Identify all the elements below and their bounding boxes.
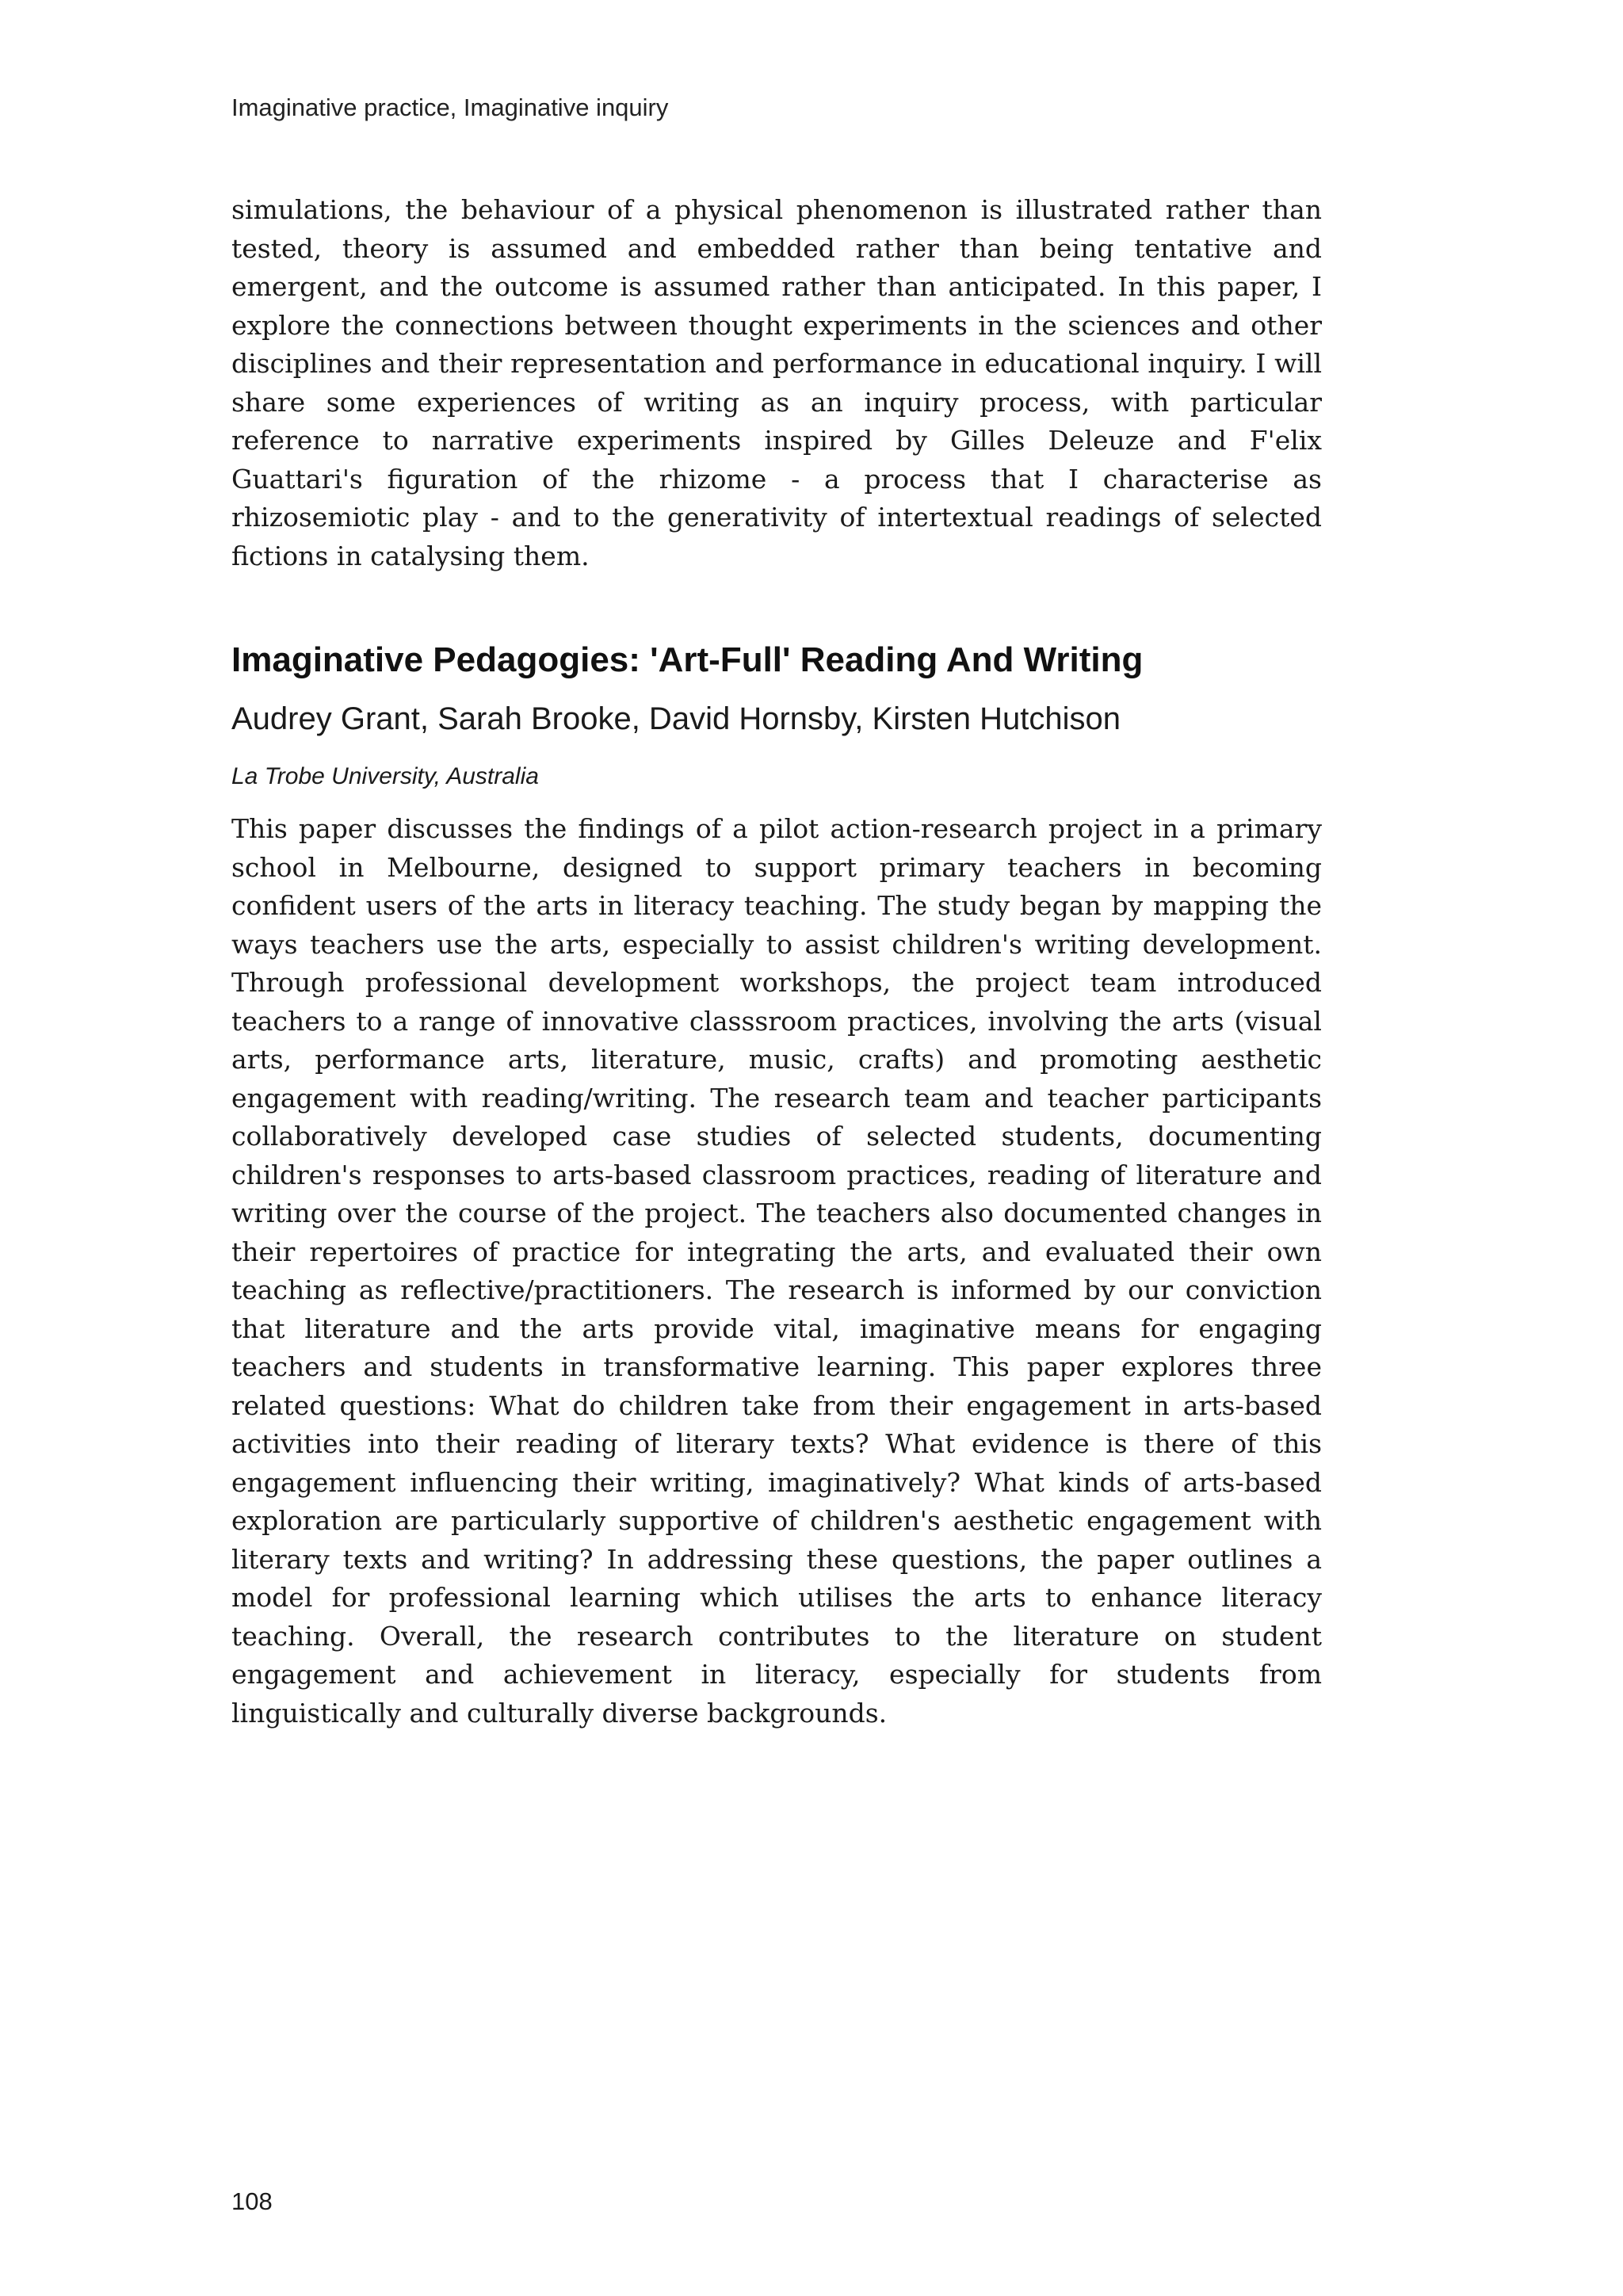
- section-title: Imaginative Pedagogies: 'Art-Full' Reading And Writing: [231, 640, 1144, 679]
- affiliation: La Trobe University, Australia: [231, 763, 539, 789]
- author-list: Audrey Grant, Sarah Brooke, David Hornsby, Kirsten Hutchison: [231, 701, 1121, 736]
- page-number: 108: [231, 2187, 273, 2215]
- running-header: Imaginative practice, Imaginative inquiry: [231, 94, 669, 121]
- abstract-paragraph: This paper discusses the findings of a pilot action-research project in a primary school in Melbourne, designed to support primary teachers in becoming confident users of the arts in literacy teaching. The study began by mapping the ways teachers use the arts, especially to assist children's writing development. Through professional development workshops, the project team introduced teachers to a range of innovative classsroom practices, involving the arts (visual arts, performance arts, literature, music, crafts) and promoting aesthetic engagement with reading/writing. The research team and teacher participants collaboratively developed case studies of selected students, documenting children's responses to arts-based classroom practices, reading of literature and writing over the course of the project. The teachers also documented changes in their repertoires of practice for integrating the arts, and evaluated their own teaching as reflective/practitioners. The research is informed by our conviction that literature and the arts provide vital, imaginative means for engaging teachers and students in transformative learning. This paper explores three related questions: What do children take from their engagement in arts-based activities into their reading of literary texts? What evidence is there of this engagement influencing their writing, imaginatively? What kinds of arts-based exploration are particularly supportive of children's aesthetic engagement with literary texts and writing? In addressing these questions, the paper outlines a model for professional learning which utilises the arts to enhance literacy teaching. Overall, the research contributes to the literature on student engagement and achievement in literacy, especially for students from linguistically and culturally diverse backgrounds.: [231, 813, 1322, 1729]
- intro-paragraph: simulations, the behaviour of a physical phenomenon is illustrated rather than tested, theory is assumed and embedded rather than being tentative and emergent, and the outcome is assumed rather than anticipated. In this paper, I explore the connections between thought experiments in the sciences and other disciplines and their representation and performance in educational inquiry. I will share some experiences of writing as an inquiry process, with particular reference to narrative experiments inspired by Gilles Deleuze and F'elix Guattari's figuration of the rhizome - a process that I characterise as rhizosemiotic play - and to the generativity of intertextual readings of selected fictions in catalysing them.: [231, 194, 1322, 571]
